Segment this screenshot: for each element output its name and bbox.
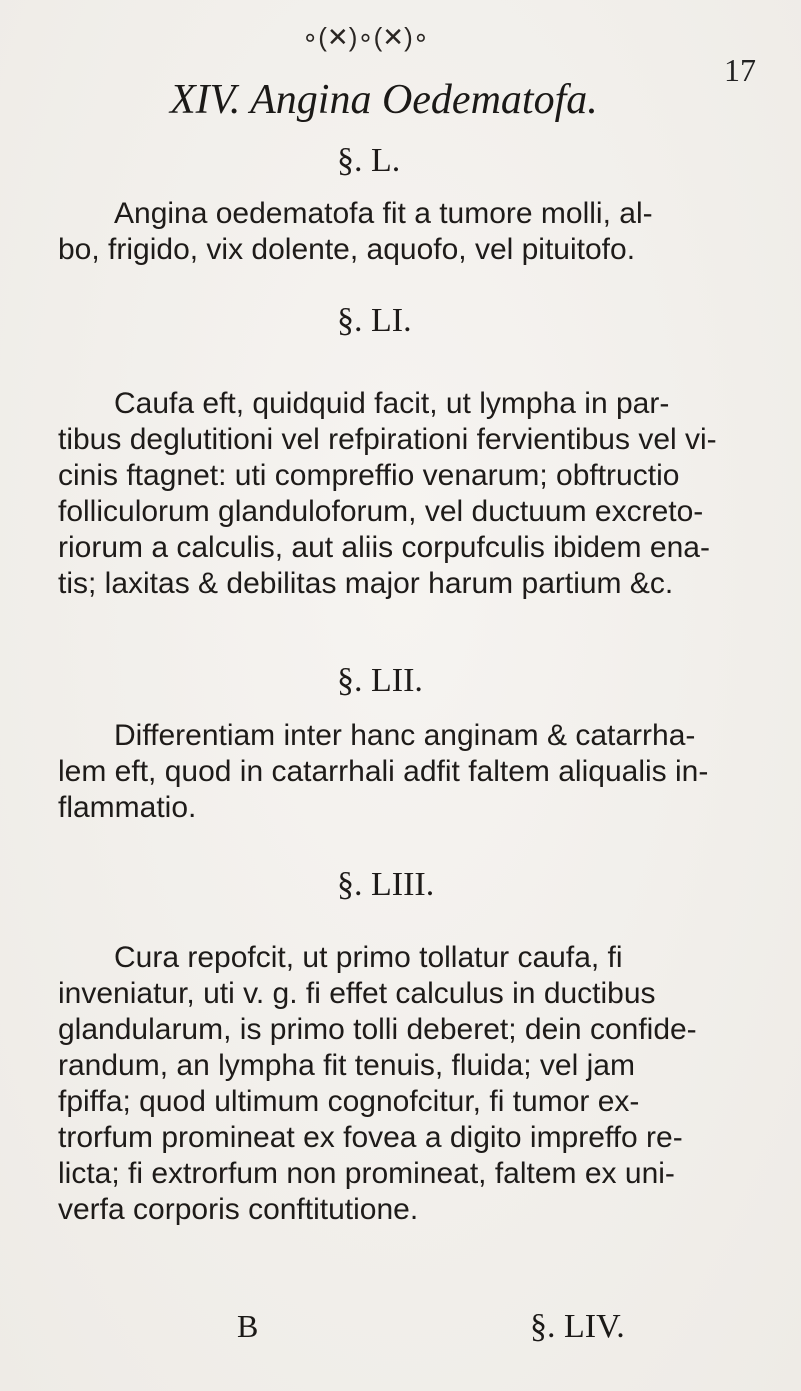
text-line: lem eft, quod in catarrhali adfit faltem aliqualis in- — [58, 755, 709, 788]
chapter-title: XIV. Angina Oedematofa. — [170, 77, 598, 123]
text-line: verfa corporis conftitutione. — [58, 1193, 419, 1226]
text-line: randum, an lympha fit tenuis, fluida; vel jam — [58, 1049, 635, 1082]
section-heading-li: §. LI. — [337, 302, 412, 339]
header-ornament: ∘(✕)∘(✕)∘ — [302, 22, 430, 52]
text-line: glandularum, is primo tolli deberet; dein confide- — [58, 1013, 697, 1046]
text-line: tis; laxitas & debilitas major harum partium &c. — [58, 567, 674, 600]
text-line: Angina oedematofa fit a tumore molli, al- — [114, 197, 653, 230]
section-text-liii — [58, 940, 758, 1228]
text-line: flammatio. — [58, 791, 197, 824]
section-heading-lii: §. LII. — [337, 662, 423, 699]
text-line: tibus deglutitioni vel refpirationi fervientibus vel vi- — [58, 423, 717, 456]
text-line: folliculorum glanduloforum, vel ductuum excreto- — [58, 495, 704, 528]
signature-mark: B — [237, 1308, 259, 1344]
text-line: Differentiam inter hanc anginam & catarrha- — [114, 719, 696, 752]
text-line: Cura repofcit, ut primo tollatur caufa, fi — [114, 941, 623, 974]
text-line: Caufa eft, quidquid facit, ut lympha in par- — [114, 387, 670, 420]
section-text-lii — [58, 718, 758, 826]
text-line: licta; fi extrorfum non promineat, faltem ex uni- — [58, 1157, 675, 1190]
catchword: §. LIV. — [530, 1308, 625, 1345]
text-line: inveniatur, uti v. g. fi effet calculus in ductibus — [58, 977, 656, 1010]
text-line: riorum a calculis, aut aliis corpufculis ibidem ena- — [58, 531, 710, 564]
section-text-l — [58, 196, 758, 268]
text-line: trorfum promineat ex fovea a digito impreffo re- — [58, 1121, 683, 1154]
section-heading-l: §. L. — [337, 142, 401, 179]
section-heading-liii: §. LIII. — [337, 866, 435, 903]
text-line: cinis ftagnet: uti compreffio venarum; obftructio — [58, 459, 680, 492]
page-number: 17 — [724, 52, 756, 88]
text-line: bo, frigido, vix dolente, aquofo, vel pituitofo. — [58, 233, 636, 266]
text-line: fpiffa; quod ultimum cognofcitur, fi tumor ex- — [58, 1085, 640, 1118]
section-text-li — [58, 386, 758, 602]
